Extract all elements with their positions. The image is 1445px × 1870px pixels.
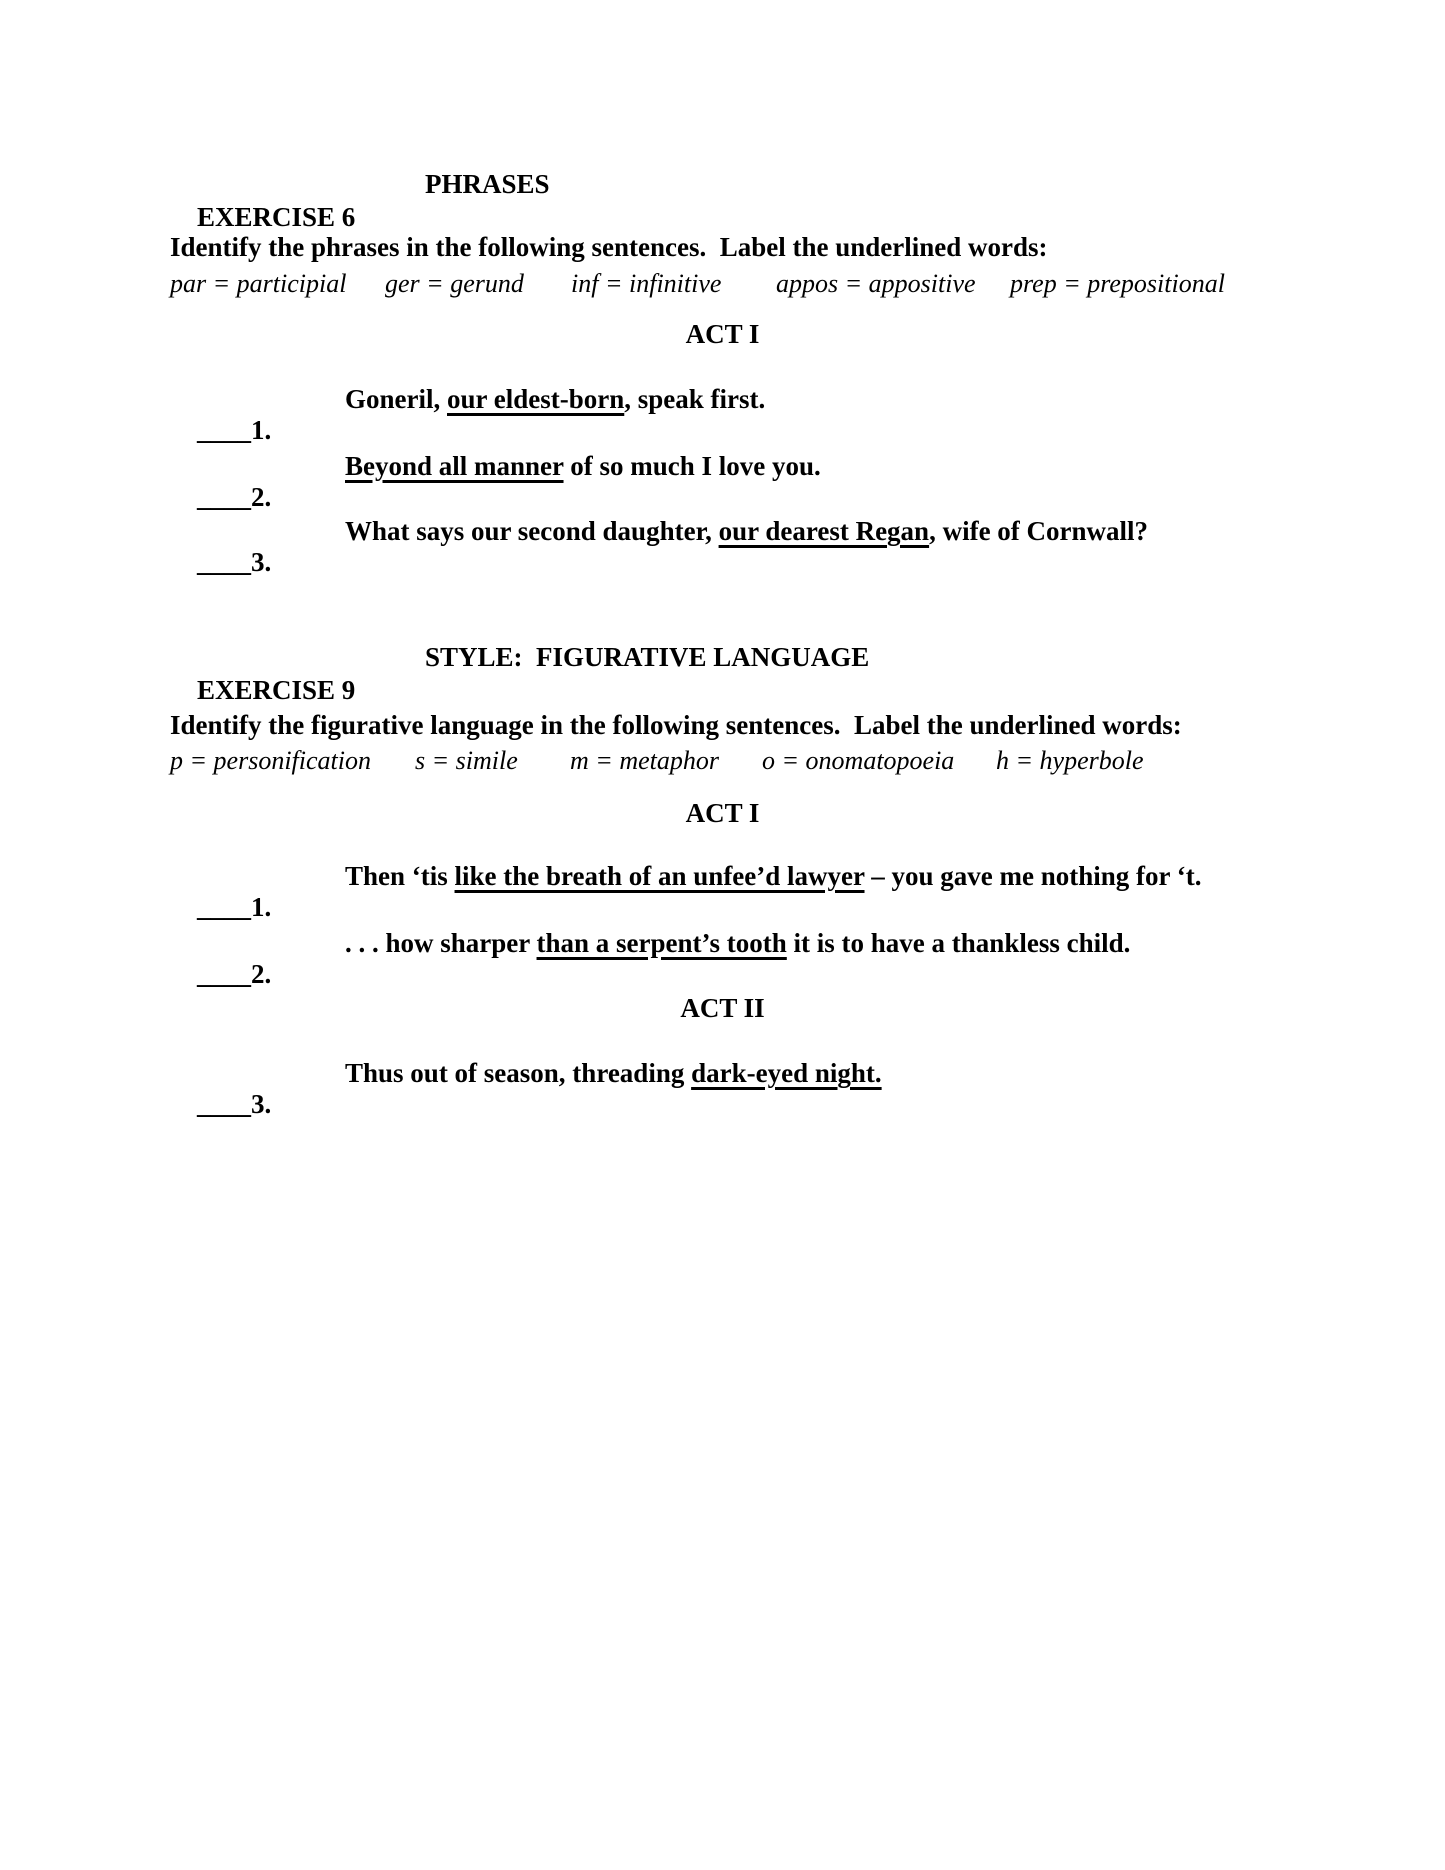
exercise9-act2-heading: ACT II	[680, 993, 765, 1023]
plain-text: . . . how sharper	[345, 928, 537, 958]
underlined-phrase: our eldest-born	[447, 384, 625, 414]
item-number: 3.	[251, 1089, 272, 1119]
item-number: 2.	[251, 482, 272, 512]
exercise9-title: STYLE: FIGURATIVE LANGUAGE	[425, 642, 870, 672]
key-abbreviation: p = personification	[170, 746, 371, 775]
key-abbreviation: m = metaphor	[570, 746, 719, 775]
plain-text: it is to have a thankless child.	[786, 928, 1131, 958]
exercise9-act1-heading: ACT I	[685, 798, 760, 828]
key-abbreviation: appos = appositive	[776, 269, 976, 298]
answer-blank: ____	[197, 959, 251, 989]
answer-blank: ____	[197, 547, 251, 577]
answer-blank: ____	[197, 415, 251, 445]
plain-text: Then ‘tis	[345, 861, 455, 891]
answer-blank: ____	[197, 1089, 251, 1119]
exercise6-act1-heading: ACT I	[685, 319, 760, 349]
answer-blank: ____	[197, 482, 251, 512]
exercise9-item-1	[170, 861, 1280, 922]
key-abbreviation: ger = gerund	[385, 269, 524, 298]
sentence-text	[345, 384, 765, 415]
exercise6-item-2	[170, 451, 1280, 512]
exercise9-abbreviation-key	[170, 744, 1280, 777]
plain-text: Thus out of season, threading	[345, 1058, 692, 1088]
item-number: 1.	[251, 415, 272, 445]
sentence-text	[345, 1058, 882, 1089]
key-abbreviation: par = participial	[170, 269, 347, 298]
exercise9-item-3	[170, 1058, 1280, 1119]
plain-text: Goneril,	[345, 384, 447, 414]
key-abbreviation: s = simile	[415, 746, 518, 775]
exercise9-item-2	[170, 928, 1280, 989]
exercise9-label: EXERCISE 9	[197, 675, 356, 705]
exercise6-abbreviation-key	[170, 267, 1280, 300]
sentence-text	[345, 928, 1130, 959]
exercise6-label: EXERCISE 6	[197, 202, 356, 232]
sentence-text	[345, 516, 1148, 547]
key-abbreviation: prep = prepositional	[1010, 269, 1225, 298]
exercise6-instructions: Identify the phrases in the following sentences. Label the underlined words:	[170, 232, 1048, 262]
sentence-text	[345, 451, 821, 482]
plain-text: , speak first.	[624, 384, 766, 414]
exercise6-item-3	[170, 516, 1280, 577]
plain-text: – you gave me nothing for ‘t.	[864, 861, 1202, 891]
item-number: 1.	[251, 892, 272, 922]
underlined-phrase: our dearest Regan	[718, 516, 930, 546]
key-abbreviation: h = hyperbole	[996, 746, 1144, 775]
underlined-phrase: Beyond all manner	[345, 451, 564, 481]
plain-text: , wife of Cornwall?	[929, 516, 1149, 546]
exercise6-title: PHRASES	[425, 169, 550, 199]
key-abbreviation: inf = infinitive	[571, 269, 722, 298]
underlined-phrase: like the breath of an unfee’d lawyer	[454, 861, 865, 891]
item-number: 2.	[251, 959, 272, 989]
plain-text: of so much I love you.	[563, 451, 821, 481]
exercise9-instructions: Identify the figurative language in the following sentences. Label the underlined words:	[170, 710, 1182, 740]
answer-blank: ____	[197, 892, 251, 922]
sentence-text	[345, 861, 1202, 892]
key-abbreviation: o = onomatopoeia	[762, 746, 955, 775]
exercise6-item-1	[170, 384, 1280, 445]
item-number: 3.	[251, 547, 272, 577]
underlined-phrase: dark-eyed night.	[691, 1058, 882, 1088]
plain-text: What says our second daughter,	[345, 516, 719, 546]
underlined-phrase: than a serpent’s tooth	[536, 928, 787, 958]
